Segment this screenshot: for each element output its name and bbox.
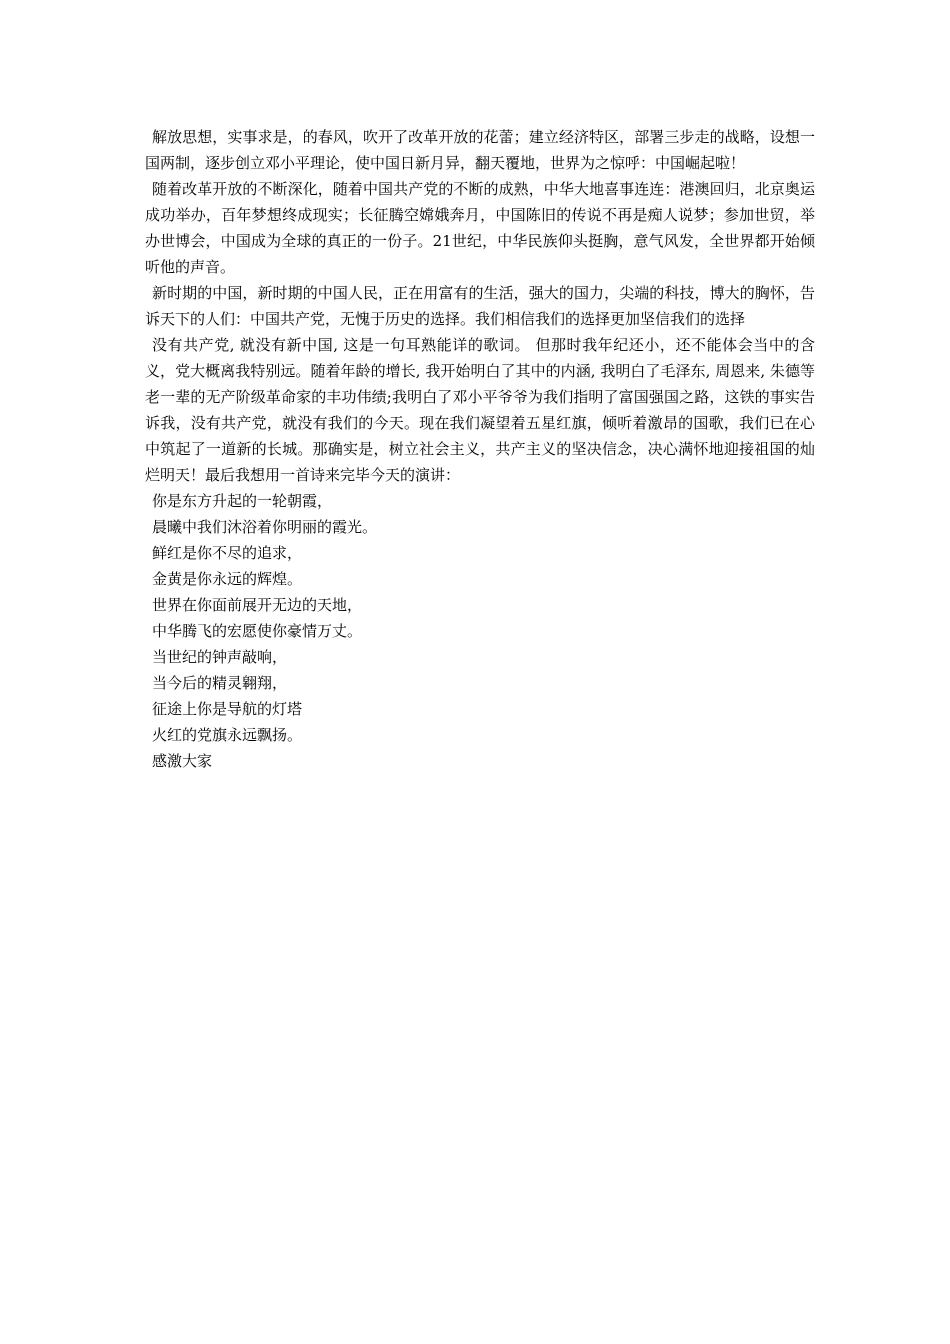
poem-line: 当今后的精灵翱翔，: [152, 674, 288, 692]
document-page: [145, 124, 815, 774]
poem-line: 征途上你是导航的灯塔: [152, 700, 303, 718]
poem-line: 你是东方升起的一轮朝霞，: [152, 492, 333, 510]
poem-line: 世界在你面前展开无边的天地，: [152, 596, 363, 614]
poem-line: 金黄是你永远的辉煌。: [152, 570, 303, 588]
poem-line: 中华腾飞的宏愿使你豪情万丈。: [152, 622, 363, 640]
poem: [145, 488, 815, 774]
poem-line: 晨曦中我们沐浴着你明丽的霞光。: [152, 518, 378, 536]
poem-line: 当世纪的钟声敲响，: [152, 648, 288, 666]
poem-line: 鲜红是你不尽的追求，: [152, 544, 303, 562]
closing-thanks: 感激大家: [152, 752, 213, 770]
paragraph-reform: 解放思想，实事求是，的春风，吹开了改革开放的花蕾；建立经济特区，部署三步走的战略，设想一国两制，逐步创立邓小平理论，使中国日新月异，翻天覆地，世界为之惊呼：中国崛起啦！: [145, 128, 815, 172]
paragraph-new-era: 新时期的中国，新时期的中国人民，正在用富有的生活，强大的国力，尖端的科技，博大的胸怀，告诉天下的人们：中国共产党，无愧于历史的选择。我们相信我们的选择更加坚信我们的选择: [145, 284, 815, 328]
poem-line: 火红的党旗永远飘扬。: [152, 726, 303, 744]
paragraph-achievements: 随着改革开放的不断深化，随着中国共产党的不断的成熟，中华大地喜事连连：港澳回归，北京奥运成功举办，百年梦想终成现实；长征腾空嫦娥奔月，中国陈旧的传说不再是痴人说梦；参加世贸，举办世博会，中国成为全球的真正的一份子。21世纪，中华民族仰头挺胸，意气风发，全世界都开始倾听他的声音。: [145, 180, 815, 276]
paragraph-party: 没有共产党, 就没有新中国, 这是一句耳熟能详的歌词。 但那时我年纪还小，还不能体会当中的含义，党大概离我特别远。随着年龄的增长, 我开始明白了其中的内涵, 我明白了毛泽东, 周恩来, 朱德等老一辈的无产阶级革命家的丰功伟绩;我明白了邓小平爷爷为我们指明了富国强国之路，这铁的事实告诉我，没有共产党，就没有我们的今天。现在我们凝望着五星红旗，倾听着激昂的国歌，我们已在心中筑起了一道新的长城。那确实是，树立社会主义，共产主义的坚决信念，决心满怀地迎接祖国的灿烂明天！最后我想用一首诗来完毕今天的演讲：: [145, 336, 815, 484]
